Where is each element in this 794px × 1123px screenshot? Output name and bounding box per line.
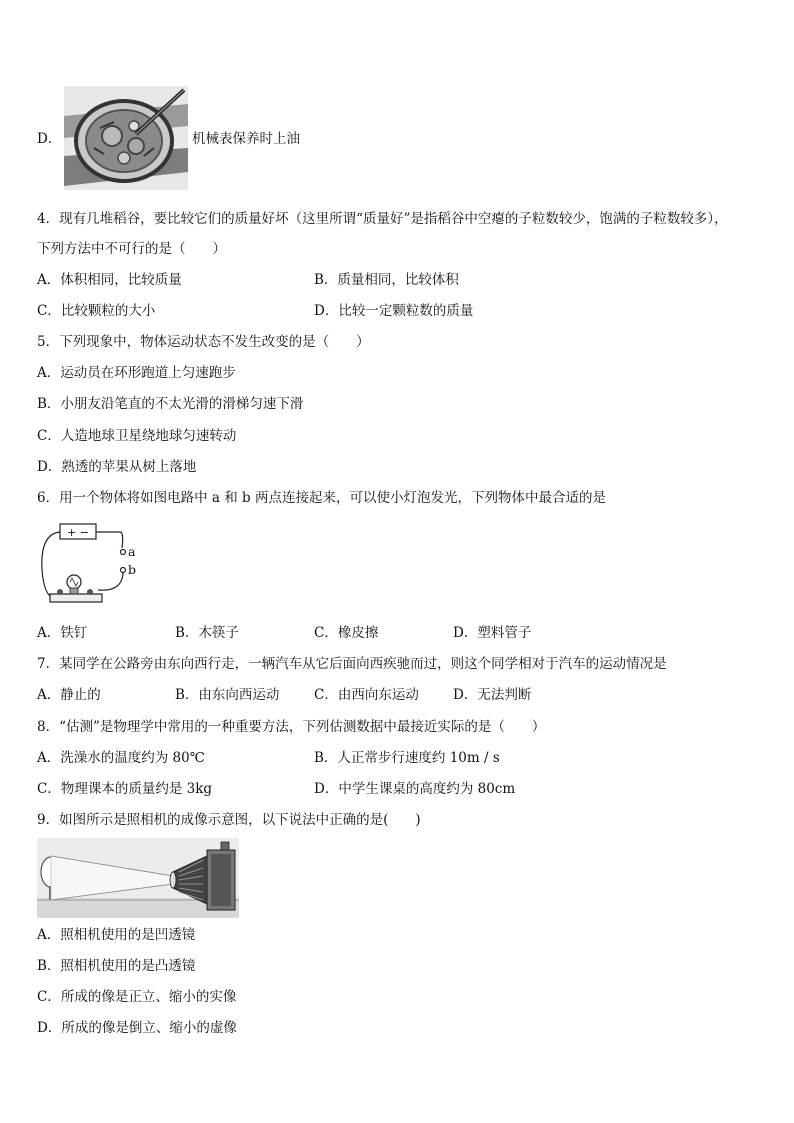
q5-option-d: D．熟透的苹果从树上落地 — [37, 459, 197, 475]
camera-imaging-diagram — [37, 838, 239, 918]
lamp-base — [50, 594, 102, 602]
q6-label-a: a — [128, 544, 136, 559]
q4-option-a: A．体积相同，比较质量 — [37, 272, 182, 288]
q5-option-a: A．运动员在环形跑道上匀速跑步 — [37, 365, 236, 381]
q6-stem: 6．用一个物体将如图电路中 a 和 b 两点连接起来，可以使小灯泡发光，下列物体中最合适的是 — [37, 490, 606, 506]
q8-option-a: A．洗澡水的温度约为 80℃ — [37, 750, 205, 766]
q8-option-c: C．物理课本的质量约是 3kg — [37, 781, 213, 797]
terminal-a-icon — [121, 550, 126, 555]
q7-option-b: B．由东向西运动 — [175, 687, 280, 703]
q6-option-b: B．木筷子 — [175, 625, 239, 641]
q3-option-d-letter: D． — [37, 131, 62, 147]
q4-stem-line2: 下列方法中不可行的是（ ） — [37, 241, 226, 257]
q5-option-b: B．小朋友沿笔直的不太光滑的滑梯匀速下滑 — [37, 396, 304, 412]
q8-stem: 8．“估测”是物理学中常用的一种重要方法，下列估测数据中最接近实际的是（ ） — [37, 719, 546, 735]
q6-option-c: C．橡皮擦 — [314, 625, 379, 641]
battery-signs: + − — [67, 526, 89, 539]
q9-option-b: B．照相机使用的是凸透镜 — [37, 958, 196, 974]
q7-option-d: D．无法判断 — [453, 687, 532, 703]
q4-option-c: C．比较颗粒的大小 — [37, 303, 156, 319]
q7-option-c: C．由西向东运动 — [314, 687, 419, 703]
q6-option-a: A．铁钉 — [37, 625, 88, 641]
q4-stem-line1: 4．现有几堆稻谷，要比较它们的质量好坏（这里所谓“质量好”是指稻谷中空瘪的子粒数较少，饱满的子粒数较多）， — [37, 211, 728, 227]
q6-option-d: D．塑料管子 — [453, 625, 532, 641]
q8-option-d: D．中学生课桌的高度约为 80cm — [314, 781, 516, 797]
mechanical-watch-image — [64, 86, 188, 190]
q9-stem: 9．如图所示是照相机的成像示意图，以下说法中正确的是( ) — [37, 812, 421, 828]
terminal-b-icon — [121, 568, 126, 573]
q9-option-c: C．所成的像是正立、缩小的实像 — [37, 989, 237, 1005]
q9-option-d: D．所成的像是倒立、缩小的虚像 — [37, 1020, 237, 1036]
q5-option-c: C．人造地球卫星绕地球匀速转动 — [37, 428, 237, 444]
q6-label-b: b — [128, 562, 137, 577]
q7-stem: 7．某同学在公路旁由东向西行走，一辆汽车从它后面向西疾驰而过，则这个同学相对于汽车的运动情况是 — [37, 656, 667, 672]
q3-option-d-text: 机械表保养时上油 — [192, 131, 300, 147]
q8-option-b: B．人正常步行速度约 10m / s — [314, 750, 500, 766]
q4-option-b: B．质量相同，比较体积 — [314, 272, 459, 288]
q5-stem: 5．下列现象中，物体运动状态不发生改变的是（ ） — [37, 334, 370, 350]
q9-option-a: A．照相机使用的是凹透镜 — [37, 927, 196, 943]
q7-option-a: A．静止的 — [37, 687, 101, 703]
q4-option-d: D．比较一定颗粒数的质量 — [314, 303, 474, 319]
